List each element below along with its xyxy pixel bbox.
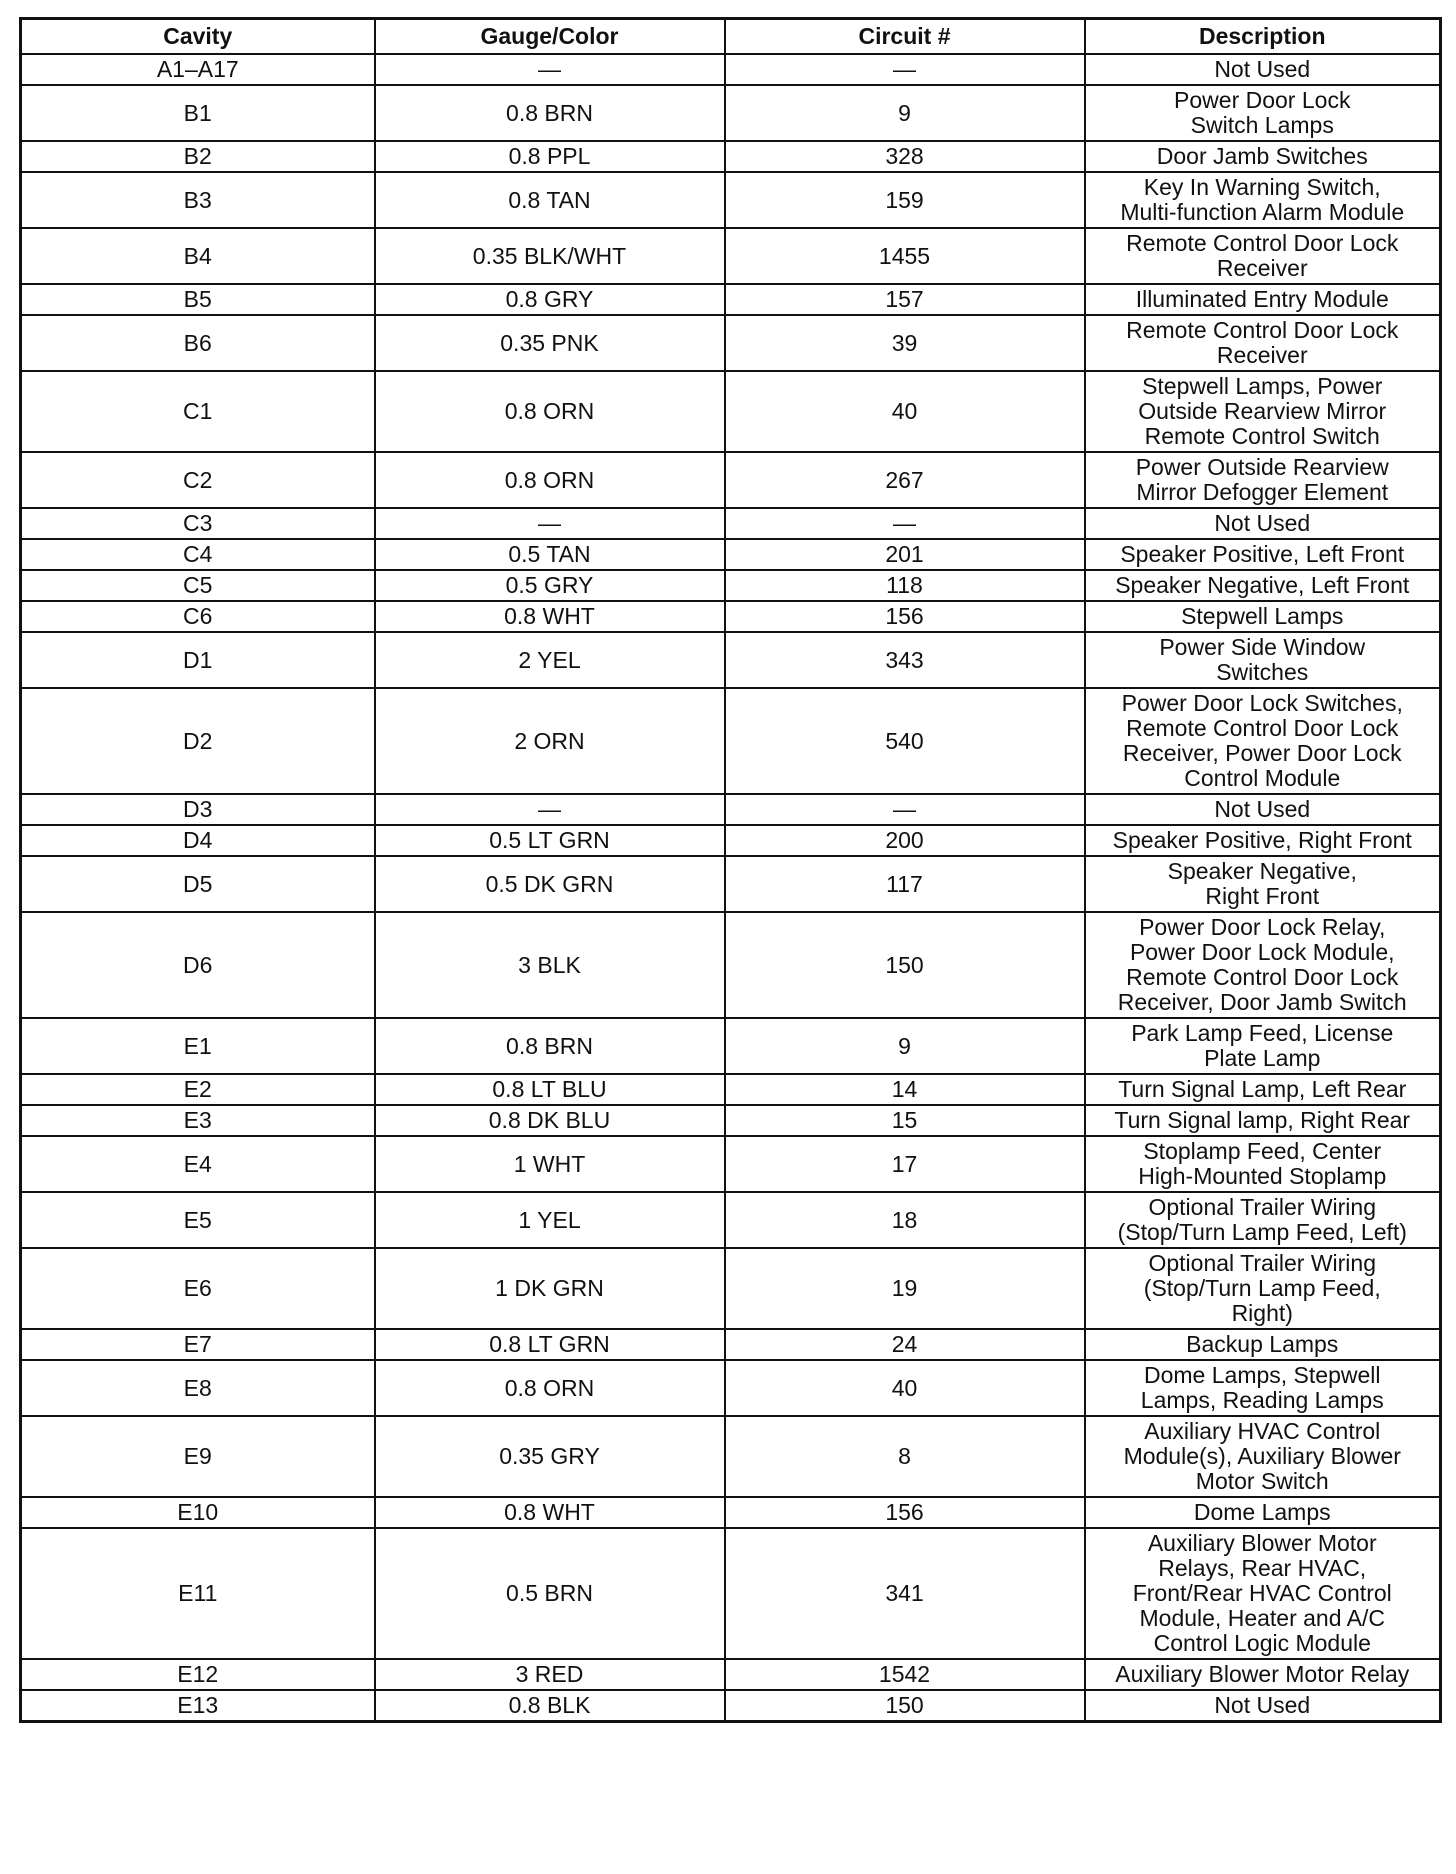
circuit-number-cell: 150 [725, 1690, 1085, 1722]
description-cell: Auxiliary HVAC Control Module(s), Auxiliary Blower Motor Switch [1085, 1416, 1441, 1497]
cavity-cell: B6 [21, 315, 375, 371]
circuit-number-cell: — [725, 794, 1085, 825]
table-row [21, 1018, 1441, 1074]
table-row [21, 141, 1441, 172]
description-cell: Door Jamb Switches [1085, 141, 1441, 172]
gauge-color-cell: 1 WHT [375, 1136, 725, 1192]
table-row [21, 1136, 1441, 1192]
table-row [21, 856, 1441, 912]
circuit-number-cell: 341 [725, 1528, 1085, 1659]
gauge-color-cell: 0.8 LT BLU [375, 1074, 725, 1105]
description-cell: Dome Lamps [1085, 1497, 1441, 1528]
table-row [21, 1659, 1441, 1690]
cavity-cell: E10 [21, 1497, 375, 1528]
circuit-number-cell: 156 [725, 601, 1085, 632]
description-cell: Key In Warning Switch, Multi-function Alarm Module [1085, 172, 1441, 228]
cavity-cell: E1 [21, 1018, 375, 1074]
circuit-number-cell: 19 [725, 1248, 1085, 1329]
table-row [21, 284, 1441, 315]
cavity-cell: B5 [21, 284, 375, 315]
description-cell: Illuminated Entry Module [1085, 284, 1441, 315]
cavity-cell: E3 [21, 1105, 375, 1136]
table-row [21, 1497, 1441, 1528]
description-cell: Optional Trailer Wiring (Stop/Turn Lamp Feed, Right) [1085, 1248, 1441, 1329]
circuit-number-cell: 159 [725, 172, 1085, 228]
gauge-color-cell: 0.8 WHT [375, 601, 725, 632]
gauge-color-cell: 0.8 WHT [375, 1497, 725, 1528]
gauge-color-cell: 0.5 BRN [375, 1528, 725, 1659]
table-row [21, 85, 1441, 141]
gauge-color-cell: 0.8 ORN [375, 452, 725, 508]
table-row [21, 632, 1441, 688]
description-cell: Power Outside Rearview Mirror Defogger Element [1085, 452, 1441, 508]
table-header [21, 19, 1441, 55]
description-cell: Auxiliary Blower Motor Relays, Rear HVAC, Front/Rear HVAC Control Module, Heater and A/C Control Logic Module [1085, 1528, 1441, 1659]
description-cell: Dome Lamps, Stepwell Lamps, Reading Lamps [1085, 1360, 1441, 1416]
cavity-cell: D1 [21, 632, 375, 688]
description-cell: Power Door Lock Relay, Power Door Lock Module, Remote Control Door Lock Receiver, Door Jamb Switch [1085, 912, 1441, 1018]
header-row [21, 19, 1441, 55]
gauge-color-cell: 0.8 LT GRN [375, 1329, 725, 1360]
gauge-color-cell: — [375, 794, 725, 825]
table-row [21, 539, 1441, 570]
circuit-number-cell: 14 [725, 1074, 1085, 1105]
cavity-cell: D2 [21, 688, 375, 794]
cavity-cell: E12 [21, 1659, 375, 1690]
description-cell: Stoplamp Feed, Center High-Mounted Stoplamp [1085, 1136, 1441, 1192]
table-row [21, 172, 1441, 228]
circuit-number-cell: 540 [725, 688, 1085, 794]
cavity-cell: D3 [21, 794, 375, 825]
table-body [21, 54, 1441, 1722]
cavity-cell: C2 [21, 452, 375, 508]
circuit-number-cell: 118 [725, 570, 1085, 601]
circuit-number-cell: 343 [725, 632, 1085, 688]
gauge-color-cell: 0.5 TAN [375, 539, 725, 570]
description-cell: Power Side Window Switches [1085, 632, 1441, 688]
circuit-number-cell: 40 [725, 1360, 1085, 1416]
gauge-color-cell: 0.8 BRN [375, 1018, 725, 1074]
table-row [21, 601, 1441, 632]
table-row [21, 825, 1441, 856]
description-cell: Speaker Positive, Left Front [1085, 539, 1441, 570]
cavity-cell: B4 [21, 228, 375, 284]
cavity-cell: E9 [21, 1416, 375, 1497]
cavity-cell: D4 [21, 825, 375, 856]
header-gauge-color: Gauge/Color [375, 19, 725, 55]
circuit-number-cell: 24 [725, 1329, 1085, 1360]
cavity-cell: C6 [21, 601, 375, 632]
gauge-color-cell: 0.5 LT GRN [375, 825, 725, 856]
circuit-number-cell: 40 [725, 371, 1085, 452]
cavity-cell: C4 [21, 539, 375, 570]
table-row [21, 1105, 1441, 1136]
gauge-color-cell: 0.8 BRN [375, 85, 725, 141]
gauge-color-cell: 0.8 DK BLU [375, 1105, 725, 1136]
table-row [21, 54, 1441, 85]
description-cell: Not Used [1085, 54, 1441, 85]
circuit-number-cell: 201 [725, 539, 1085, 570]
circuit-number-cell: — [725, 54, 1085, 85]
description-cell: Speaker Negative, Left Front [1085, 570, 1441, 601]
gauge-color-cell: 2 YEL [375, 632, 725, 688]
cavity-cell: B1 [21, 85, 375, 141]
gauge-color-cell: 3 RED [375, 1659, 725, 1690]
circuit-number-cell: 117 [725, 856, 1085, 912]
description-cell: Stepwell Lamps, Power Outside Rearview Mirror Remote Control Switch [1085, 371, 1441, 452]
cavity-cell: B3 [21, 172, 375, 228]
description-cell: Power Door Lock Switches, Remote Control Door Lock Receiver, Power Door Lock Control Module [1085, 688, 1441, 794]
table-row [21, 1416, 1441, 1497]
gauge-color-cell: 1 YEL [375, 1192, 725, 1248]
circuit-number-cell: 15 [725, 1105, 1085, 1136]
table-row [21, 371, 1441, 452]
table-row [21, 1192, 1441, 1248]
description-cell: Auxiliary Blower Motor Relay [1085, 1659, 1441, 1690]
description-cell: Not Used [1085, 794, 1441, 825]
description-cell: Power Door Lock Switch Lamps [1085, 85, 1441, 141]
gauge-color-cell: 2 ORN [375, 688, 725, 794]
circuit-number-cell: 1455 [725, 228, 1085, 284]
header-circuit-number: Circuit # [725, 19, 1085, 55]
circuit-number-cell: 9 [725, 85, 1085, 141]
circuit-number-cell: — [725, 508, 1085, 539]
gauge-color-cell: 0.5 DK GRN [375, 856, 725, 912]
header-description: Description [1085, 19, 1441, 55]
gauge-color-cell: 3 BLK [375, 912, 725, 1018]
cavity-cell: E13 [21, 1690, 375, 1722]
cavity-cell: C1 [21, 371, 375, 452]
circuit-number-cell: 8 [725, 1416, 1085, 1497]
description-cell: Not Used [1085, 508, 1441, 539]
description-cell: Turn Signal lamp, Right Rear [1085, 1105, 1441, 1136]
table-row [21, 228, 1441, 284]
connector-cavity-table [19, 17, 1442, 1723]
table-row [21, 508, 1441, 539]
description-cell: Speaker Positive, Right Front [1085, 825, 1441, 856]
circuit-number-cell: 200 [725, 825, 1085, 856]
table-row [21, 912, 1441, 1018]
cavity-cell: E11 [21, 1528, 375, 1659]
cavity-cell: E2 [21, 1074, 375, 1105]
table-row [21, 794, 1441, 825]
gauge-color-cell: 1 DK GRN [375, 1248, 725, 1329]
table-row [21, 1528, 1441, 1659]
table-row [21, 1248, 1441, 1329]
gauge-color-cell: 0.8 ORN [375, 371, 725, 452]
cavity-cell: E8 [21, 1360, 375, 1416]
description-cell: Remote Control Door Lock Receiver [1085, 315, 1441, 371]
description-cell: Park Lamp Feed, License Plate Lamp [1085, 1018, 1441, 1074]
table-row [21, 1074, 1441, 1105]
circuit-number-cell: 17 [725, 1136, 1085, 1192]
cavity-cell: E4 [21, 1136, 375, 1192]
gauge-color-cell: 0.8 GRY [375, 284, 725, 315]
cavity-cell: E5 [21, 1192, 375, 1248]
cavity-cell: C3 [21, 508, 375, 539]
circuit-number-cell: 150 [725, 912, 1085, 1018]
table-row [21, 452, 1441, 508]
circuit-number-cell: 157 [725, 284, 1085, 315]
circuit-number-cell: 18 [725, 1192, 1085, 1248]
circuit-number-cell: 9 [725, 1018, 1085, 1074]
gauge-color-cell: — [375, 508, 725, 539]
circuit-number-cell: 328 [725, 141, 1085, 172]
gauge-color-cell: 0.5 GRY [375, 570, 725, 601]
circuit-number-cell: 1542 [725, 1659, 1085, 1690]
cavity-cell: C5 [21, 570, 375, 601]
cavity-cell: B2 [21, 141, 375, 172]
circuit-number-cell: 156 [725, 1497, 1085, 1528]
gauge-color-cell: 0.8 PPL [375, 141, 725, 172]
description-cell: Speaker Negative, Right Front [1085, 856, 1441, 912]
table-row [21, 1360, 1441, 1416]
gauge-color-cell: 0.8 BLK [375, 1690, 725, 1722]
circuit-number-cell: 267 [725, 452, 1085, 508]
gauge-color-cell: — [375, 54, 725, 85]
gauge-color-cell: 0.8 ORN [375, 1360, 725, 1416]
gauge-color-cell: 0.35 GRY [375, 1416, 725, 1497]
cavity-cell: D5 [21, 856, 375, 912]
table-row [21, 570, 1441, 601]
cavity-cell: E7 [21, 1329, 375, 1360]
table-row [21, 1329, 1441, 1360]
description-cell: Backup Lamps [1085, 1329, 1441, 1360]
cavity-cell: A1–A17 [21, 54, 375, 85]
gauge-color-cell: 0.8 TAN [375, 172, 725, 228]
description-cell: Remote Control Door Lock Receiver [1085, 228, 1441, 284]
cavity-cell: E6 [21, 1248, 375, 1329]
gauge-color-cell: 0.35 BLK/WHT [375, 228, 725, 284]
description-cell: Not Used [1085, 1690, 1441, 1722]
gauge-color-cell: 0.35 PNK [375, 315, 725, 371]
table-row [21, 315, 1441, 371]
header-cavity: Cavity [21, 19, 375, 55]
cavity-cell: D6 [21, 912, 375, 1018]
description-cell: Stepwell Lamps [1085, 601, 1441, 632]
description-cell: Optional Trailer Wiring (Stop/Turn Lamp Feed, Left) [1085, 1192, 1441, 1248]
table-row [21, 1690, 1441, 1722]
table-row [21, 688, 1441, 794]
circuit-number-cell: 39 [725, 315, 1085, 371]
description-cell: Turn Signal Lamp, Left Rear [1085, 1074, 1441, 1105]
